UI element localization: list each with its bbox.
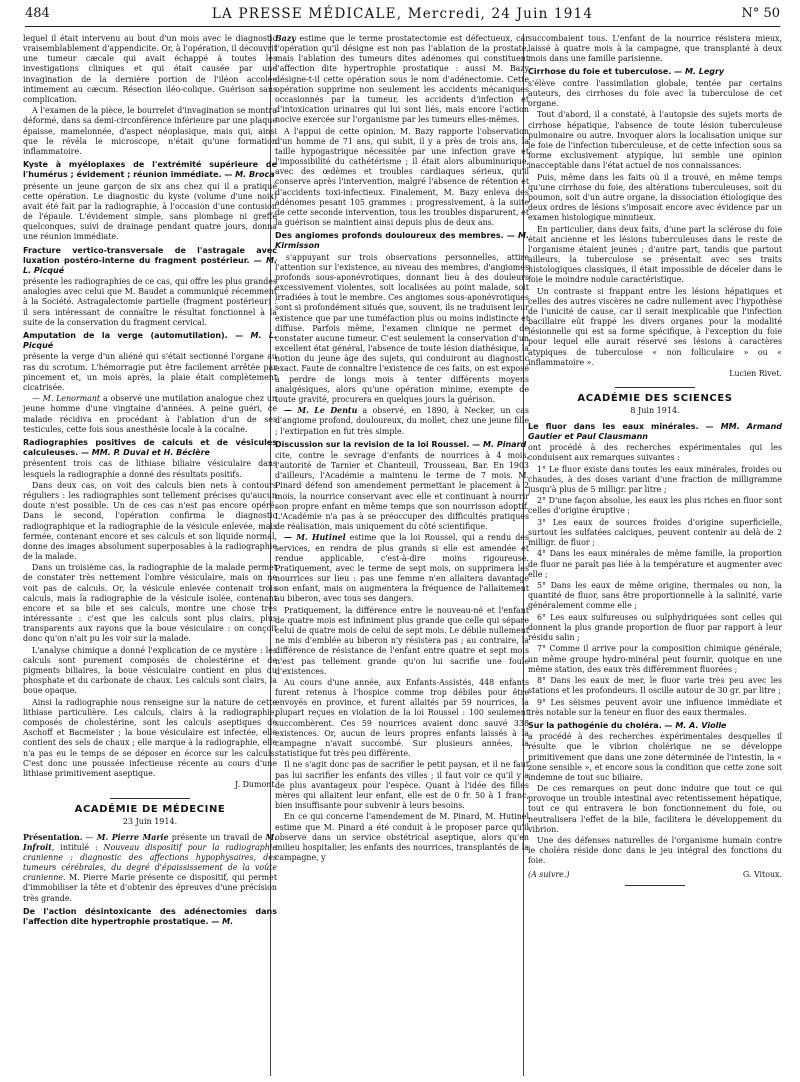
list-item: 1° Le fluor existe dans toutes les eaux minérales, froides ou chaudes, à des doses variant d'une fraction de milligramme jusqu'à plus de 5 milligr. par litre ;: [528, 464, 782, 494]
paragraph: Présentation. — M. Pierre Marie présente un travail de M. Infroit, intitulé : Nouveau dispositif pour la radiographie cranienne : diagnostic des affections hypophysaires, des tumeurs cérébrales, du degré d'épaississement de la voûte cranienne. M. Pierre Marie présente ce dispositif, qui permet d'immobiliser la tête et d'obtenir des épreuves d'une précision très grande.: [23, 832, 277, 903]
paragraph: A l'examen de la pièce, le bourrelet d'invagination se montra déformé, dans sa demi-circonférence inférieure par une plaque épaisse, mamelonnée, d'aspect néoplasique, mais qui, ainsi que le révéla le microscope, n'était qu'une formation inflammatoire.: [23, 106, 277, 156]
paragraph: De ces remarques on peut donc induire que tout ce qui provoque un trouble intestinal avec retentissement hépatique, tout ce qui entravera le bon fonctionnement du foie, ou neutralisera l'effet de la bile, facilitera le développement du vibrion.: [528, 784, 782, 834]
signature: G. Vitoux.: [742, 869, 782, 879]
column-2: [275, 34, 529, 1074]
signature: J. Dumont.: [235, 780, 277, 790]
paragraph: succombaient tous. L'enfant de la nourrice résistera mieux, laissé à quatre mois à la campagne, que transplanté à deux mois dans une famille parisienne.: [528, 34, 782, 64]
section-heading: Sur la pathogénie du choléra. — M. A. Violle: [528, 720, 727, 730]
section-heading: Radiographies positives de calculs et de vésicules calculeuses. — MM. P. Duval et H. Béclère: [23, 437, 277, 458]
paragraph: , s'appuyant sur trois observations personnelles, attire l'attention sur l'existence, au niveau des membres, d'angiomes profonds sous-aponévrotiques, donnant lieu à des douleurs excessivement violentes, soit localisées au point malade, soit irradiées à tout le membre. Ces angiomes sous-aponévrotiques sont si profondément situés que, souvent, ils ne traduisent leur existence que par une tuméfaction plus ou moins indistincte et diffuse. Parfois même, l'examen clinique ne permet de constater aucune tumeur. C'est seulement la conservation d'un excellent état général, l'absence de toute lésion diathésique, la notion du jeune âge des sujets, qui conduiront au diagnostic exact. Faute de connaître l'existence de ces faits, on est exposé à perdre de longs mois à tenter différents moyens analgésiques, alors qu'une opération minime, exempte de toute gravité, procurera en quelques jours la guérison.: [275, 252, 529, 404]
numbered-list: [528, 465, 782, 718]
author: — M. A. Violle: [664, 720, 727, 730]
list-item: 2° D'une façon absolue, les eaux les plus riches en fluor sont celles d'origine éruptive ;: [528, 496, 782, 516]
paragraph: Pratiquement, la différence entre le nouveau-né et l'enfant de quatre mois est infiniment plus grande que celle qui sépare celui de quatre mois de celui de sept mois. Le débile nullement ne mis d'emblée au biberon n'y résistera pas ; au contraire, la différence de résistance de l'enfant entre quatre et sept mois n'est pas tellement grande qu'on lui sacrifie une foule d'existences.: [275, 605, 529, 676]
author: M. L. Picqué: [23, 330, 277, 351]
section-heading: Le fluor dans les eaux minérales. — MM. Armand Gautier et Paul Clausmann: [528, 421, 782, 441]
work-title: Nouveau dispositif pour la radiographie cranienne : diagnostic des affections hypophysaires, des tumeurs cérébrales, du degré d'épaississement de la voûte cranienne.: [23, 842, 277, 883]
paragraph: s'élève contre l'assimilation globale, tentée par certains auteurs, des cirrhoses du foie avec la tuberculose de cet organe.: [528, 78, 782, 109]
list-item: 4° Dans les eaux minérales de même famille, la proportion de fluor ne paraît pas liée à la température et augmenter avec elle ;: [528, 549, 782, 579]
list-item: 7° Comme il arrive pour la composition chimique générale, un même groupe hydro-minéral peut fournir, quoique en une même station, des eaux très différemment fluorées ;: [528, 644, 782, 674]
author: M. Pierre Marie: [96, 832, 169, 842]
section-heading: Kyste à myéloplaxes de l'extrémité supérieure de l'humérus ; évidement ; réunion immédiate. — M. Broca: [23, 160, 277, 180]
author: M. L. Picqué: [23, 255, 277, 275]
paragraph: présente un jeune garçon de six ans chez qui il a pratiqué cette opération. Le diagnostic du kyste (volume d'une noix) avait été fait par la radiographie, à l'occasion d'une contusion de l'épaule. L'évidement simple, sans plombage ni greffe quelconques, suivi de drainage pendant quatre jours, donna une réunion immédiate.: [23, 181, 277, 242]
academy-heading: ACADÉMIE DES SCIENCES: [577, 393, 733, 405]
paragraph: Dans un troisième cas, la radiographie de la malade permet de constater très nettement l'ombre vésiculaire, mais on ne voit pas de calculs. Or, la vésicule enlevée contenait trois calculs, mais la radiographie de la vésicule isolée, contenant encore et sa bile et ses calculs, montre une chose très intéressante : c'est que les calculs sont plus clairs, plus transparents aux rayons que la boue vésiculaire : on conçoit donc qu'on n'ait pu les voir sur la malade.: [23, 563, 277, 644]
to-be-continued: (A suivre.): [528, 869, 570, 879]
paragraph: Il ne s'agit donc pas de sacrifier le petit paysan, et il ne faut pas lui sacrifier les enfants des villes ; il faut voir ce qu'il y a de plus avantageux pour l'espèce. Quant à l'idée des filles mères qui allaitent leur enfant, elle est de 0 fr. 50 à 1 franc, bien insuffisante pour subvenir à leurs besoins.: [275, 760, 529, 811]
header-rule: [25, 26, 780, 27]
author: M. Infroit: [23, 832, 277, 852]
issue-number: N° 50: [741, 6, 780, 21]
paragraph: Un contraste si frappant entre les lésions hépatiques et celles des autres viscères ne cadre nullement avec l'hypothèse de l'unicité de cause, car il serait inexplicable que l'infection bacillaire eût frappé les divers organes pour la modalité lésionnelle qui est sa forme spécifique, à l'exception du foie pour lequel elle aurait réservé ses lésions à caractères atypiques de tuberculose « non folliculaire » ou « inflammatoire ».: [528, 286, 782, 367]
author: M. Pinard: [483, 439, 527, 449]
author: — M. Le Dentu: [284, 406, 358, 416]
paragraph: — M. Lenormant a observé une mutilation analogue chez un jeune homme d'une vingtaine d'années. A peine guéri, ce malade récidiva en procédant à l'ablation d'un de ses testicules, cette fois sous anesthésie locale à la cocaïne.: [23, 394, 277, 434]
paragraph: A l'appui de cette opinion, M. Bazy rapporte l'observation d'un homme de 71 ans, qui subit, il y a près de trois ans, la taille hypogastrique nécessitée par une infection grave et l'impossibilité du cathétérisme ; il était alors albuminurique, avec des œdèmes et troubles cardiaques sérieux, qu'il conserve après l'intervention, malgré l'absence de rétention et d'accidents toxi-infectieux. Finalement, M. Bazy enleva des adénomes pesant 105 grammes : progressivement, à la suite de cette seconde intervention, tous les troubles disparurent, et la guérison se maintient ainsi depuis plus de deux ans.: [275, 126, 529, 227]
paragraph: Au cours d'une année, aux Enfants-Assistés, 448 enfants furent retenus à l'hospice comme trop débiles pour être envoyés en province, et furent allaités par 59 nourrices, la plupart reçues en violation de la loi Roussel : 100 seulement succombèrent. Ces 59 nourrices avaient donc sauvé 338 existences. Or, aucun de leurs propres enfants laissés à la campagne n'avait succombé. Sur plusieurs années, la statistique fut très peu différente.: [275, 678, 529, 759]
paragraph: Ainsi la radiographie nous renseigne sur la nature de cette lithiase particulière. Les calculs, clairs à la radiographie, composés de cholestérine, sont les calculs aseptiques de Aschoff et Bacmeister ; la boue vésiculaire est infectée, elle contient des sels de chaux ; elle marque à la radiographie, elle n'a pas eu le temps de se déposer en écorce sur les calculs. C'est donc une poussée infectieuse récente au cours d'une lithiase primitivement aseptique.: [23, 697, 277, 778]
section-rule: [615, 387, 695, 388]
section-heading: Amputation de la verge (automutilation). — M. L. Picqué: [23, 330, 277, 351]
paragraph: Dans deux cas, on voit des calculs bien nets à contours réguliers : les radiographies sont tellement précises qu'aucun doute n'est possible. Un de ces cas n'est pas encore opéré. Dans le second, l'opération confirma le diagnostic radiographique et la radiographie de la vésicule enlevée, mais fermée, contenant encore et ses calculs et son liquide normal, donne des images absolument superposables à la radiographie de la malade.: [23, 480, 277, 561]
paragraph: présente la verge d'un aliéné qui s'était sectionné l'organe au ras du scrotum. L'hémorragie put être facilement arrêtée par pincement et, un mois après, la plaie était complètement cicatrisée.: [23, 352, 277, 392]
closing-line: [528, 870, 782, 880]
paragraph: a procédé à des recherches expérimentales desquelles il résulte que le vibrion cholérique ne se développe primitivement que dans une zone déterminée de l'intestin, la « zone sensible », et encore sous la condition que cette zone soit indemne de tout suc biliaire.: [528, 732, 782, 782]
section-heading: Discussion sur la revision de la loi Roussel. — M. Pinard: [275, 439, 527, 449]
author: M. Lenormant: [42, 394, 101, 404]
list-item: 3° Les eaux de sources froides d'origine superficielle, surtout les sulfatées calciques, peuvent contenir au delà de 2 milligr. de fluor ;: [528, 517, 782, 548]
author: M. Kirmisson: [275, 231, 529, 251]
column-3: [528, 34, 782, 1074]
paragraph: présentent trois cas de lithiase biliaire vésiculaire dans lesquels la radiographie a donné des résultats positifs.: [23, 459, 277, 479]
paragraph: — M. Le Dentu a observé, en 1890, à Necker, un cas d'angiome profond, douloureux, du mollet, chez une jeune fille ; l'extirpation en fut très simple.: [275, 406, 529, 436]
paragraph: — M. Hutinel estime que la loi Roussel, qui a rendu des services, en rendra de plus grands si elle est amendée et rendue applicable, c'est-à-dire moins rigoureuse. Pratiquement, avec le terme de sept mois, on supprimera les nourrices sur lieu : pas une femme n'en allaitera davantage son enfant, mais on augmentera la fréquence de l'allaitement au biberon, avec tous ses dangers.: [275, 533, 529, 604]
paragraph: lequel il était intervenu au bout d'un mois avec le diagnostic vraisemblablement d'appendicite. Or, à l'opération, il découvrit une tumeur cæcale qui avait échappé à toutes les investigations cliniques et qui était causée par une invagination de la dernière portion de l'iléon accolée intimement au cæcum. Résection iléo-colique. Guérison sans complication.: [23, 34, 277, 104]
author: MM. P. Duval et H. Béclère: [91, 448, 210, 458]
paragraph: Tout d'abord, il a constaté, à l'autopsie des sujets morts de cirrhose hépatique, l'absence de toute lésion tuberculeuse pulmonaire ou autre. Invoquer alors la localisation unique sur le foie de l'infection tuberculeuse, et de cette infection sous sa forme exclusivement atypique, lui semble une opinion inacceptable dans l'état actuel de nos connaissances.: [528, 110, 782, 171]
author: M. Broca: [235, 170, 275, 180]
session-date: 23 Juin 1914.: [122, 817, 178, 827]
section-heading: Fracture vertico-transversale de l'astragale avec luxation postéro-interne du fragment postérieur. — M. L. Picqué: [23, 245, 277, 275]
paragraph: ont procédé à des recherches expérimentales qui les conduisent aux remarques suivantes :: [528, 443, 782, 463]
paragraph: En ce qui concerne l'amendement de M. Pinard, M. Hutinel estime que M. Pinard a été conduit à le proposer parce qu'il observe dans un service obstétrical aseptique, alors qu'en milieu hospitalier, les enfants des nourrices, transplantés de la campagne, y: [275, 812, 529, 863]
paragraph: Bazy estime que le terme prostatectomie est défectueux, car l'opération qu'il désigne est non pas l'ablation de la prostate, mais l'ablation des tumeurs dites adénomes qui constituent l'affection dite hypertrophie prostatique : aussi M. Bazy désigne-t-il cette opération sous le nom d'adénectomie. Cette opération supprime non seulement les accidents mécaniques occasionnés par la tumeur, les accidents d'infection et d'intoxication urinaires qui lui sont liés, mais encore l'action nocive exercée sur l'organisme par les tumeurs elles-mêmes.: [275, 34, 529, 125]
column-1: [23, 34, 277, 1074]
list-item: 5° Dans les eaux de même origine, thermales ou non, la quantité de fluor, sans être proportionnelle à la salinité, varie généralement comme elle ;: [528, 581, 782, 611]
session-date: 8 Juin 1914.: [630, 406, 680, 416]
paragraph: cite, contre le sevrage d'enfants de nourrices à 4 mois, l'autorité de Tarnier et Chanteuil, Trousseau, Bar. En 1903 d'ailleurs, l'Académie a maintenu le terme de 7 mois. M. Pinard défend son amendement permettant le placement à 2 mois, la nourrice conservant avec elle et continuant à nourrir son propre enfant en même temps que son nourrisson adoptif. L'Académie n'a pas à se préoccuper des difficultés pratiques de réalisation, mais uniquement du côté scientifique.: [275, 451, 529, 532]
author: — MM. Armand Gautier et Paul Clausmann: [528, 421, 782, 441]
page-header: [25, 6, 780, 28]
section-rule: [110, 798, 190, 799]
paragraph: En particulier, dans deux faits, d'une part la sclérose du foie était ancienne et les lésions tuberculeuses dans le reste de l'organisme étaient jeunes ; d'autre part, tandis que partout ailleurs, la tuberculose se présentait avec ses traits histologiques classiques, il était impossible de déceler dans le foie le moindre nodule caractéristique.: [528, 224, 782, 285]
end-rule: [625, 885, 685, 886]
author: — M. Legry: [674, 67, 725, 77]
list-item: 6° Les eaux sulfureuses ou sulphydriquées sont celles qui donnent la plus grande proportion de fluor par rapport à leur résidu salin ;: [528, 612, 782, 643]
section-heading: De l'action désintoxicante des adénectomies dans l'affection dite hypertrophie prostatique. — M.: [23, 906, 277, 926]
paragraph: présente les radiographies de ce cas, qui offre les plus grandes analogies avec celui que M. Baudet a communiqué récemment à la Société. Astragalectomie partielle (fragment postérieur) : il sera intéressant de connaître le résultat fonctionnel à la suite de la conservation du fragment cervical.: [23, 277, 277, 327]
page-number: 484: [25, 6, 50, 21]
author: Bazy: [275, 34, 296, 43]
paragraph: L'analyse chimique a donné l'explication de ce mystère : les calculs sont purement composés de cholestérine et de pigments biliaires, la boue vésiculaire contient en plus du phosphate et du carbonate de chaux. Les calculs sont clairs, la boue opaque.: [23, 645, 277, 696]
signature: Lucien Rivet.: [729, 369, 782, 379]
paragraph: Une des défenses naturelles de l'organisme humain contre le choléra réside donc dans le jeu intégral des fonctions du foie.: [528, 836, 782, 866]
section-heading: Cirrhose du foie et tuberculose. — M. Legry: [528, 67, 725, 77]
section-heading: Des angiomes profonds douloureux des membres. — M. Kirmisson: [275, 231, 529, 251]
list-item: 8° Dans les eaux de mer, le fluor varie très peu avec les stations et les profondeurs. Il oscille autour de 30 gr. par litre ;: [528, 676, 782, 696]
paragraph: Puis, même dans les faits où il a trouvé, en même temps qu'une cirrhose du foie, des altérations tuberculeuses, soit du poumon, soit d'un autre organe, la dissociation étiologique des deux ordres de lésions s'imposait encore avec évidence par un examen histologique minutieux.: [528, 172, 782, 223]
author: — M. Hutinel: [284, 533, 346, 543]
journal-title: LA PRESSE MÉDICALE, Mercredi, 24 Juin 1914: [211, 6, 594, 22]
academy-heading: ACADÉMIE DE MÉDECINE: [74, 804, 226, 816]
list-item: 9° Les séismes peuvent avoir une influence immédiate et très notable sur la teneur en fluor des eaux thermales.: [528, 697, 782, 717]
